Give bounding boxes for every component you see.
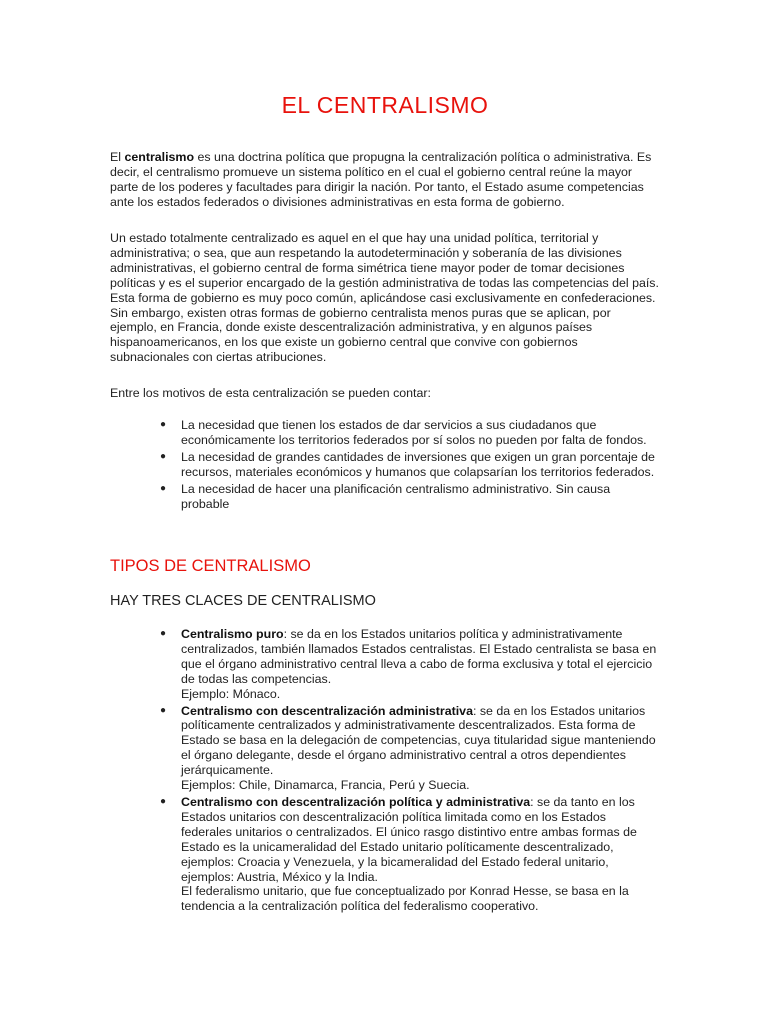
type-example: El federalismo unitario, que fue conceptualizado por Konrad Hesse, se basa en la tendencia a la centralización política del federalismo cooperativo.	[181, 884, 629, 914]
intro-text: es una doctrina política que propugna la centralización política o administrativa. Es decir, el centralismo promueve un sistema político en el cual el gobierno central reúne la mayor parte de los poderes y facultades para dirigir la nación. Por tanto, el Estado asume competencias ante los estados federados o divisiones administrativas en esta forma de gobierno.	[110, 150, 652, 209]
list-item	[110, 450, 660, 480]
type-name: Centralismo puro	[181, 627, 284, 641]
bullet-icon: ●	[160, 482, 167, 494]
types-list	[110, 627, 660, 916]
bullet-icon: ●	[160, 419, 167, 430]
list-item-text: La necesidad de hacer una planificación centralismo administrativo. Sin causa probable	[181, 481, 611, 511]
list-item-text: La necesidad de grandes cantidades de inversiones que exigen un gran porcentaje de recursos, materiales económicos y humanos que colapsarían los territorios federados.	[181, 449, 655, 479]
bullet-icon: ●	[160, 450, 167, 462]
centralized-state-paragraph: Un estado totalmente centralizado es aquel en el que hay una unidad política, territorial y administrativa; o sea, que aun respetando la autodeterminación y soberanía de las divisiones administrativas, el gobierno central de forma simétrica tiene mayor poder de tomar decisiones políticas y es el superior encargado de la gestión administrativa de todas las competencias del país. Esta forma de gobierno es muy poco común, aplicándose casi exclusivamente en confederaciones. Sin embargo, existen otras formas de gobierno centralista menos puras que se aplican, por ejemplo, en Francia, donde existe descentralización administrativa, y en algunos países hispanoamericanos, en los que existe un gobierno central que convive con gobiernos subnacionales con ciertas atribuciones.	[110, 231, 659, 365]
section-subtitle: HAY TRES CLACES DE CENTRALISMO	[110, 593, 376, 609]
list-item-text: La necesidad que tienen los estados de dar servicios a sus ciudadanos que económicamente los territorios federados por sí solos no pueden por falta de fondos.	[181, 418, 647, 447]
type-description: : se da en los Estados unitarios políticamente centralizados y administrativamente descentralizados. Esta forma de Estado se basa en la delegación de competencias, cuya titularidad sigue manteniendo el órgano delegante, desde el órgano administrativo central a otros dependientes jerárquicamente.	[181, 703, 656, 778]
bullet-icon: ●	[160, 795, 167, 807]
type-example: Ejemplos: Chile, Dinamarca, Francia, Perú y Suecia.	[181, 778, 470, 793]
type-name: Centralismo con descentralización administrativa	[181, 703, 473, 718]
bullet-icon: ●	[160, 704, 167, 716]
type-description: : se da tanto en los Estados unitarios con descentralización política limitada como en los Estados federales unitarios o centralizados. El único rasgo distintivo entre ambas formas de Estado es la unicameralidad del Estado unitario políticamente descentralizado, ejemplos: Croacia y Venezuela, y la bicameralidad del Estado federal unitario, ejemplos: Austria, México y la India.	[181, 794, 637, 884]
section-title: TIPOS DE CENTRALISMO	[110, 557, 311, 575]
type-description: : se da en los Estados unitarios política y administrativamente centralizados, también llamados Estados centralistas. El Estado centralista se basa en que el órgano administrativo central lleva a cabo de forma exclusiva y total el ejercicio de todas las competencias.	[181, 627, 657, 686]
motives-intro-paragraph: Entre los motivos de esta centralización se pueden contar:	[110, 386, 431, 400]
type-name: Centralismo con descentralización política y administrativa	[181, 794, 531, 809]
intro-prefix: El	[110, 150, 125, 164]
list-item	[110, 704, 660, 793]
type-example: Ejemplo: Mónaco.	[181, 686, 281, 701]
list-item	[110, 418, 660, 448]
bullet-icon: ●	[160, 628, 167, 639]
page-title: EL CENTRALISMO	[281, 92, 489, 118]
list-item	[110, 795, 660, 914]
intro-bold-term: centralismo	[124, 150, 195, 164]
motives-list	[110, 418, 660, 513]
intro-paragraph	[110, 150, 660, 210]
list-item	[110, 627, 660, 702]
list-item	[110, 482, 660, 512]
